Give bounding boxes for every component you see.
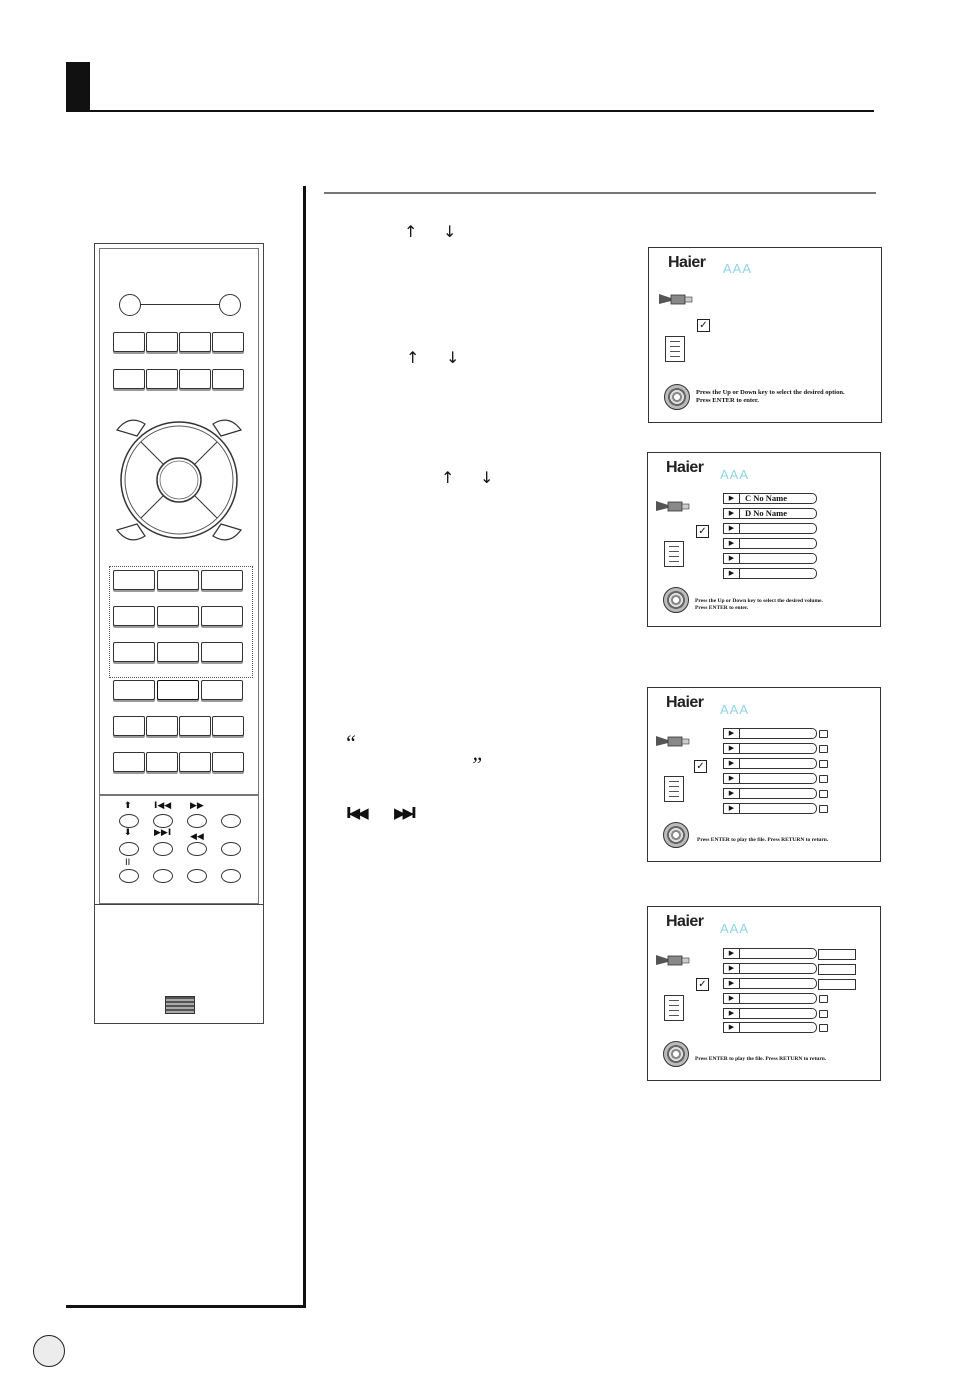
play-icon: ▶	[724, 744, 740, 753]
haier-logo: Haier	[668, 254, 706, 271]
header-marker-bar	[66, 62, 90, 112]
file-list-item[interactable]	[723, 773, 817, 784]
play-icon: ▶	[724, 569, 740, 578]
down-arrow-icon: ↓	[443, 222, 457, 241]
file-list-item[interactable]	[723, 803, 817, 814]
play-icon: ▶	[724, 1023, 740, 1032]
screen-file-list	[647, 687, 881, 862]
remote-key	[146, 369, 178, 389]
screen-subtitle: AAA	[720, 702, 750, 717]
volume-list-item[interactable]	[723, 538, 817, 549]
screen-hint: Press ENTER to play the file. Press RETURN to return.	[697, 837, 829, 843]
screen-subtitle: AAA	[723, 261, 753, 276]
remote-battery-door	[165, 996, 195, 1014]
file-icon	[819, 745, 828, 753]
play-icon: ▶	[724, 949, 740, 958]
volume-list-item[interactable]	[723, 523, 817, 534]
navigation-pad	[109, 412, 249, 548]
remote-oval-key	[119, 842, 139, 856]
screen-subtitle: AAA	[720, 921, 750, 936]
haier-logo: Haier	[666, 694, 704, 711]
film-reel-icon	[663, 822, 689, 848]
remote-oval-key	[153, 842, 173, 856]
usb-icon	[656, 953, 690, 967]
checkbox-icon: ✓	[697, 319, 710, 332]
haier-logo: Haier	[666, 459, 704, 476]
remote-control-illustration	[94, 243, 264, 1024]
file-icon	[819, 775, 828, 783]
close-quote: ”	[470, 752, 483, 777]
remote-key	[113, 680, 155, 700]
checkbox-icon: ✓	[694, 760, 707, 773]
file-icon	[819, 760, 828, 768]
document-icon	[664, 995, 684, 1021]
play-icon: ▶	[724, 729, 740, 738]
usb-icon	[656, 499, 690, 513]
up-arrow-icon: ↑	[441, 468, 455, 487]
screen-subtitle: AAA	[720, 467, 750, 482]
screen-device-select	[648, 247, 882, 423]
section-rule	[324, 192, 876, 194]
remote-oval-key	[221, 814, 241, 828]
play-icon: ▶	[724, 509, 740, 518]
file-icon	[819, 1024, 828, 1032]
previous-track-icon: I◀◀	[346, 804, 366, 822]
remote-key	[179, 752, 211, 772]
file-list-item[interactable]	[723, 978, 817, 989]
usb-icon	[659, 292, 693, 306]
screen-hint: Press the Up or Down key to select the desired option. Press ENTER to enter.	[696, 389, 845, 404]
usb-icon	[656, 734, 690, 748]
play-icon: ▶	[724, 774, 740, 783]
play-icon: ▶	[724, 1009, 740, 1018]
film-reel-icon	[663, 587, 689, 613]
remote-key	[157, 642, 199, 662]
remote-oval-key	[221, 869, 241, 883]
remote-key-highlighted	[157, 680, 199, 700]
document-icon	[664, 776, 684, 802]
remote-oval-key	[119, 814, 139, 828]
remote-key	[157, 606, 199, 626]
file-icon	[819, 995, 828, 1003]
rewind-icon: ◀◀	[190, 832, 204, 842]
remote-key	[146, 752, 178, 772]
down-arrow-icon: ↓	[480, 468, 494, 487]
play-icon: ▶	[724, 964, 740, 973]
file-icon	[819, 1010, 828, 1018]
remote-oval-key	[119, 869, 139, 883]
up-arrow-icon: ↑	[406, 348, 420, 367]
remote-key	[179, 332, 211, 352]
play-icon: ▶	[724, 494, 740, 503]
play-icon: ▶	[724, 524, 740, 533]
remote-round-key	[119, 294, 141, 316]
file-list-item[interactable]	[723, 1008, 817, 1019]
file-list-item[interactable]	[723, 1022, 817, 1033]
screen-hint: Press the Up or Down key to select the desired volume. Press ENTER to enter.	[695, 598, 823, 611]
info-box	[818, 964, 856, 975]
remote-key	[113, 752, 145, 772]
remote-key	[179, 716, 211, 736]
volume-list-item[interactable]	[723, 553, 817, 564]
remote-key	[212, 716, 244, 736]
screen-volume-select	[647, 452, 881, 627]
haier-logo: Haier	[666, 913, 704, 930]
up-arrow-icon: ↑	[404, 222, 418, 241]
remote-oval-key	[153, 869, 173, 883]
play-icon: ▶	[724, 789, 740, 798]
remote-key	[179, 369, 211, 389]
file-list-item[interactable]	[723, 728, 817, 739]
fast-forward-icon: ▶▶	[190, 801, 204, 811]
remote-oval-key	[153, 814, 173, 828]
file-list-item[interactable]	[723, 948, 817, 959]
file-icon	[819, 805, 828, 813]
file-list-item[interactable]	[723, 993, 817, 1004]
play-icon: ▶	[724, 979, 740, 988]
remote-key	[146, 332, 178, 352]
screen-hint: Press ENTER to play the file. Press RETURN to return.	[695, 1056, 827, 1062]
remote-key	[157, 570, 199, 590]
remote-key	[113, 716, 145, 736]
volume-list-item[interactable]: ▶ D No Name	[723, 508, 817, 519]
remote-key	[113, 642, 155, 662]
play-icon: ▶	[724, 994, 740, 1003]
file-list-item[interactable]	[723, 743, 817, 754]
remote-round-key	[219, 294, 241, 316]
next-icon: ▶▶I	[154, 828, 172, 838]
remote-key	[212, 752, 244, 772]
pause-icon: II	[125, 858, 131, 868]
play-icon: ▶	[724, 539, 740, 548]
remote-key	[212, 332, 244, 352]
screen-file-list-details	[647, 906, 881, 1081]
column-divider	[303, 186, 306, 1308]
remote-key	[113, 332, 145, 352]
info-box	[818, 949, 856, 960]
up-arrow-icon: ⬆	[124, 801, 132, 811]
play-icon: ▶	[724, 554, 740, 563]
next-track-icon: ▶▶I	[394, 804, 414, 822]
document-icon	[665, 336, 685, 362]
file-list-item[interactable]	[723, 963, 817, 974]
remote-oval-key	[187, 869, 207, 883]
down-arrow-icon: ↓	[446, 348, 460, 367]
checkbox-icon: ✓	[696, 525, 709, 538]
header-rule	[66, 110, 874, 112]
checkbox-icon: ✓	[696, 978, 709, 991]
footer-rule	[66, 1305, 306, 1308]
open-quote: “	[344, 730, 357, 755]
remote-key	[201, 570, 243, 590]
down-arrow-icon: ⬇	[124, 828, 132, 838]
file-list-item[interactable]	[723, 758, 817, 769]
remote-key	[201, 680, 243, 700]
previous-icon: I◀◀	[154, 801, 172, 811]
remote-key	[113, 570, 155, 590]
info-box	[818, 979, 856, 990]
remote-oval-key	[221, 842, 241, 856]
volume-list-item[interactable]	[723, 568, 817, 579]
remote-key	[146, 716, 178, 736]
remote-key	[113, 606, 155, 626]
remote-key	[212, 369, 244, 389]
remote-oval-key	[187, 814, 207, 828]
page-number-circle	[33, 1335, 65, 1367]
film-reel-icon	[664, 384, 690, 410]
play-icon: ▶	[724, 759, 740, 768]
file-icon	[819, 790, 828, 798]
file-list-item[interactable]	[723, 788, 817, 799]
remote-cover-line	[95, 904, 263, 905]
volume-list-item[interactable]: ▶ C No Name	[723, 493, 817, 504]
remote-key	[201, 642, 243, 662]
file-icon	[819, 730, 828, 738]
document-icon	[664, 541, 684, 567]
remote-key	[201, 606, 243, 626]
play-icon: ▶	[724, 804, 740, 813]
remote-oval-key	[187, 842, 207, 856]
film-reel-icon	[663, 1041, 689, 1067]
remote-key	[113, 369, 145, 389]
